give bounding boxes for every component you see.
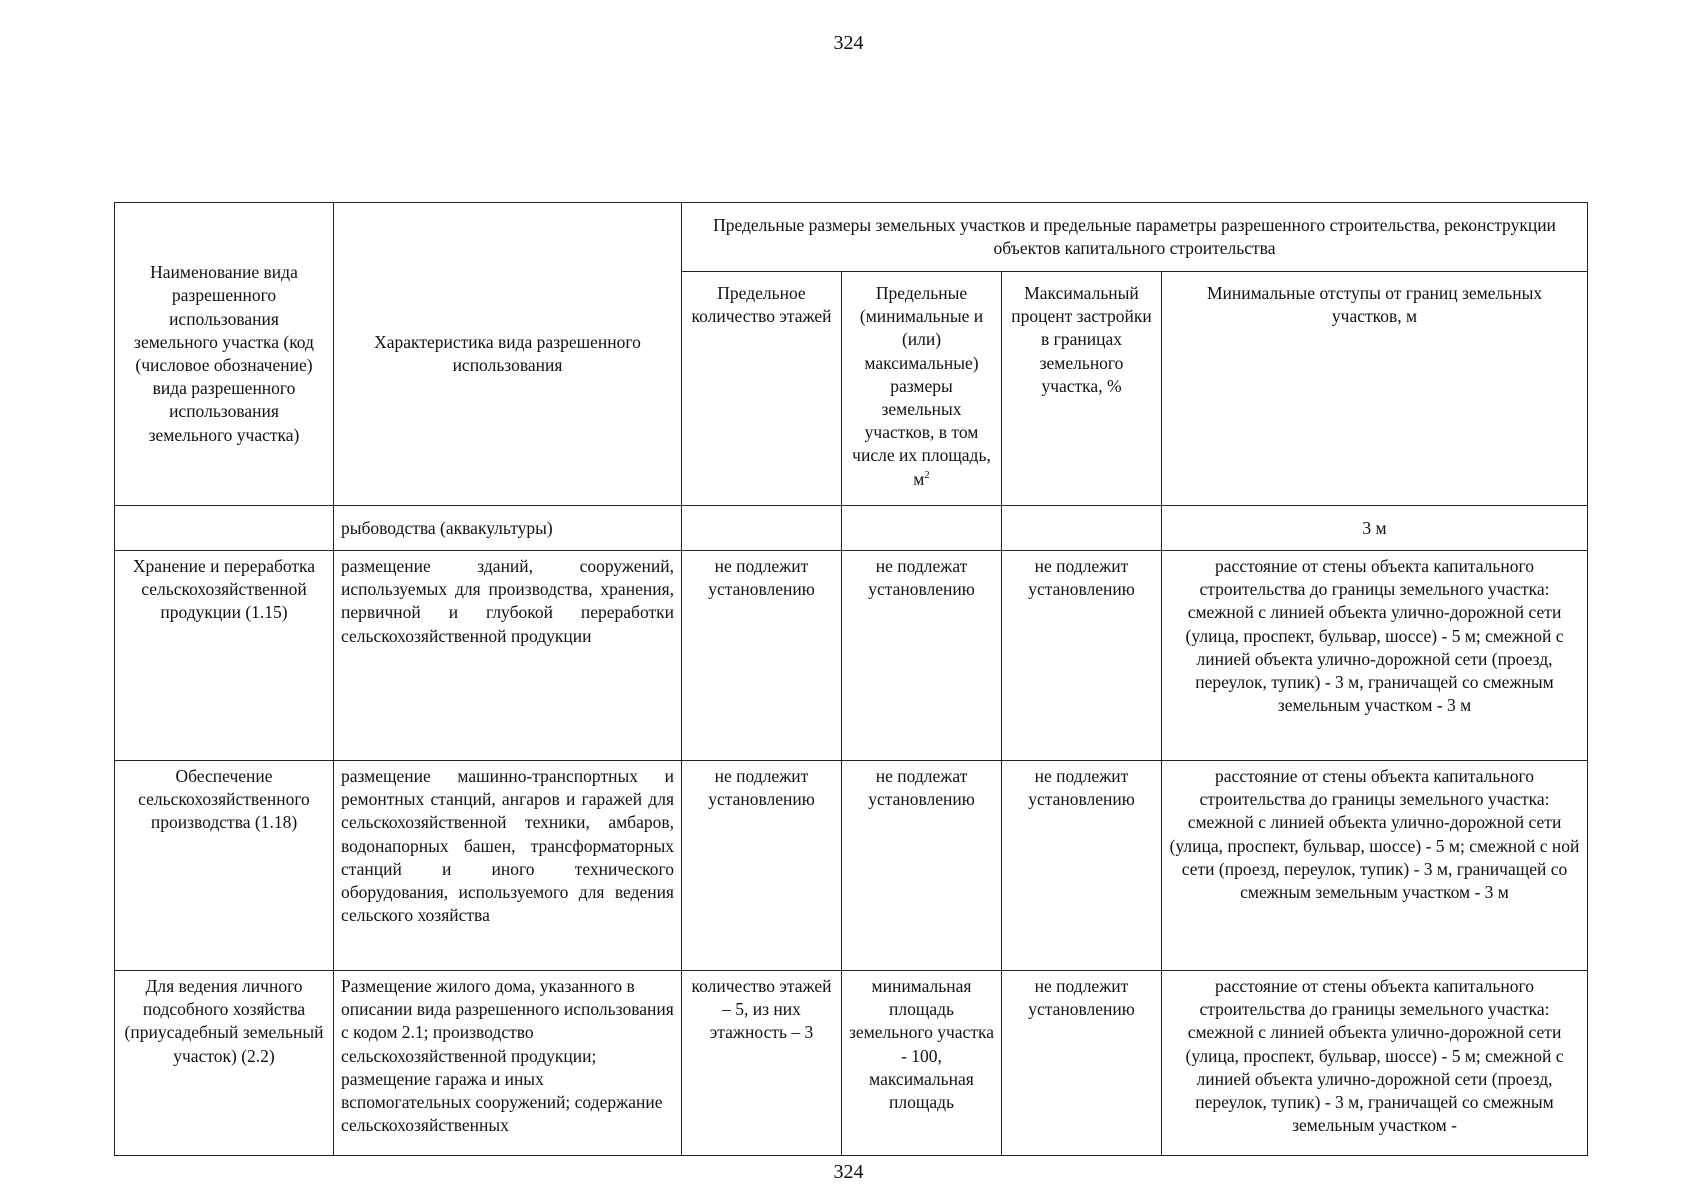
header-use-description: Характеристика вида разрешенного использования	[334, 203, 682, 506]
cell-max-coverage	[1002, 506, 1162, 551]
cell-use-description: размещение машинно-транспортных и ремонтных станций, ангаров и гаражей для сельскохозяйственной техники, амбаров, водонапорных башен, трансформаторных станций и иного технического оборудования, используемого для ведения сельского хозяйства	[334, 761, 682, 971]
cell-plot-size	[842, 506, 1002, 551]
cell-max-coverage: не подлежит установлению	[1002, 761, 1162, 971]
header-plot-size	[842, 272, 1002, 506]
table-row	[115, 761, 1588, 971]
table-row	[115, 971, 1588, 1156]
cell-max-floors	[682, 506, 842, 551]
header-plot-size-text: Предельные (минимальные и (или) максимальные) размеры земельных участков, в том числе их площадь, м	[852, 283, 991, 489]
cell-min-setbacks: 3 м	[1162, 506, 1588, 551]
cell-min-setbacks: расстояние от стены объекта капитального строительства до границы земельного участка: смежной с линией объекта улично-дорожной сети (улица, проспект, бульвар, шоссе) - 5 м; смежной с ной сети (проезд, переулок, тупик) - 3 м, граничащей со смежным земельным участком - 3 м	[1162, 761, 1588, 971]
cell-use-description: Размещение жилого дома, указанного в описании вида разрешенного использования с кодом 2.1; производство сельскохозяйственной продукции; размещение гаража и иных вспомогательных сооружений; содержание сельскохозяйственных	[334, 971, 682, 1156]
header-plot-size-sup: 2	[924, 468, 930, 481]
header-use-name: Наименование вида разрешенного использования земельного участка (код (числовое обозначение) вида разрешенного использования земельного участка)	[115, 203, 334, 506]
cell-min-setbacks: расстояние от стены объекта капитального строительства до границы земельного участка: смежной с линией объекта улично-дорожной сети (улица, проспект, бульвар, шоссе) - 5 м; смежной с линией объекта улично-дорожной сети (проезд, переулок, тупик) - 3 м, граничащей со смежным земельным участком -	[1162, 971, 1588, 1156]
cell-min-setbacks: расстояние от стены объекта капитального строительства до границы земельного участка: смежной с линией объекта улично-дорожной сети (улица, проспект, бульвар, шоссе) - 5 м; смежной с линией объекта улично-дорожной сети (проезд, переулок, тупик) - 3 м, граничащей со смежным земельным участком - 3 м	[1162, 551, 1588, 761]
cell-use-description: рыбоводства (аквакультуры)	[334, 506, 682, 551]
cell-use-name: Обеспечение сельскохозяйственного производства (1.18)	[115, 761, 334, 971]
cell-max-floors: не подлежит установлению	[682, 551, 842, 761]
land-use-table	[114, 202, 1588, 1156]
cell-max-coverage: не подлежит установлению	[1002, 551, 1162, 761]
header-min-setbacks: Минимальные отступы от границ земельных участков, м	[1162, 272, 1588, 506]
table-row	[115, 551, 1588, 761]
cell-use-description: размещение зданий, сооружений, используемых для производства, хранения, первичной и глубокой переработки сельскохозяйственной продукции	[334, 551, 682, 761]
cell-plot-size: не подлежат установлению	[842, 551, 1002, 761]
header-row-1	[115, 203, 1588, 272]
cell-use-name	[115, 506, 334, 551]
header-max-floors: Предельное количество этажей	[682, 272, 842, 506]
page-number-top: 324	[833, 32, 864, 54]
cell-use-name: Хранение и переработка сельскохозяйственной продукции (1.15)	[115, 551, 334, 761]
cell-max-floors: количество этажей – 5, из них этажность – 3	[682, 971, 842, 1156]
page-number-bottom: 324	[833, 1161, 864, 1183]
cell-max-floors: не подлежит установлению	[682, 761, 842, 971]
header-max-coverage: Максимальный процент застройки в границах земельного участка, %	[1002, 272, 1162, 506]
cell-use-name: Для ведения личного подсобного хозяйства (приусадебный земельный участок) (2.2)	[115, 971, 334, 1156]
cell-max-coverage: не подлежит установлению	[1002, 971, 1162, 1156]
header-limits-group: Предельные размеры земельных участков и предельные параметры разрешенного строительства, реконструкции объектов капитального строительства	[682, 203, 1588, 272]
table-row	[115, 506, 1588, 551]
cell-plot-size: минимальная площадь земельного участка - 100, максимальная площадь	[842, 971, 1002, 1156]
cell-plot-size: не подлежат установлению	[842, 761, 1002, 971]
